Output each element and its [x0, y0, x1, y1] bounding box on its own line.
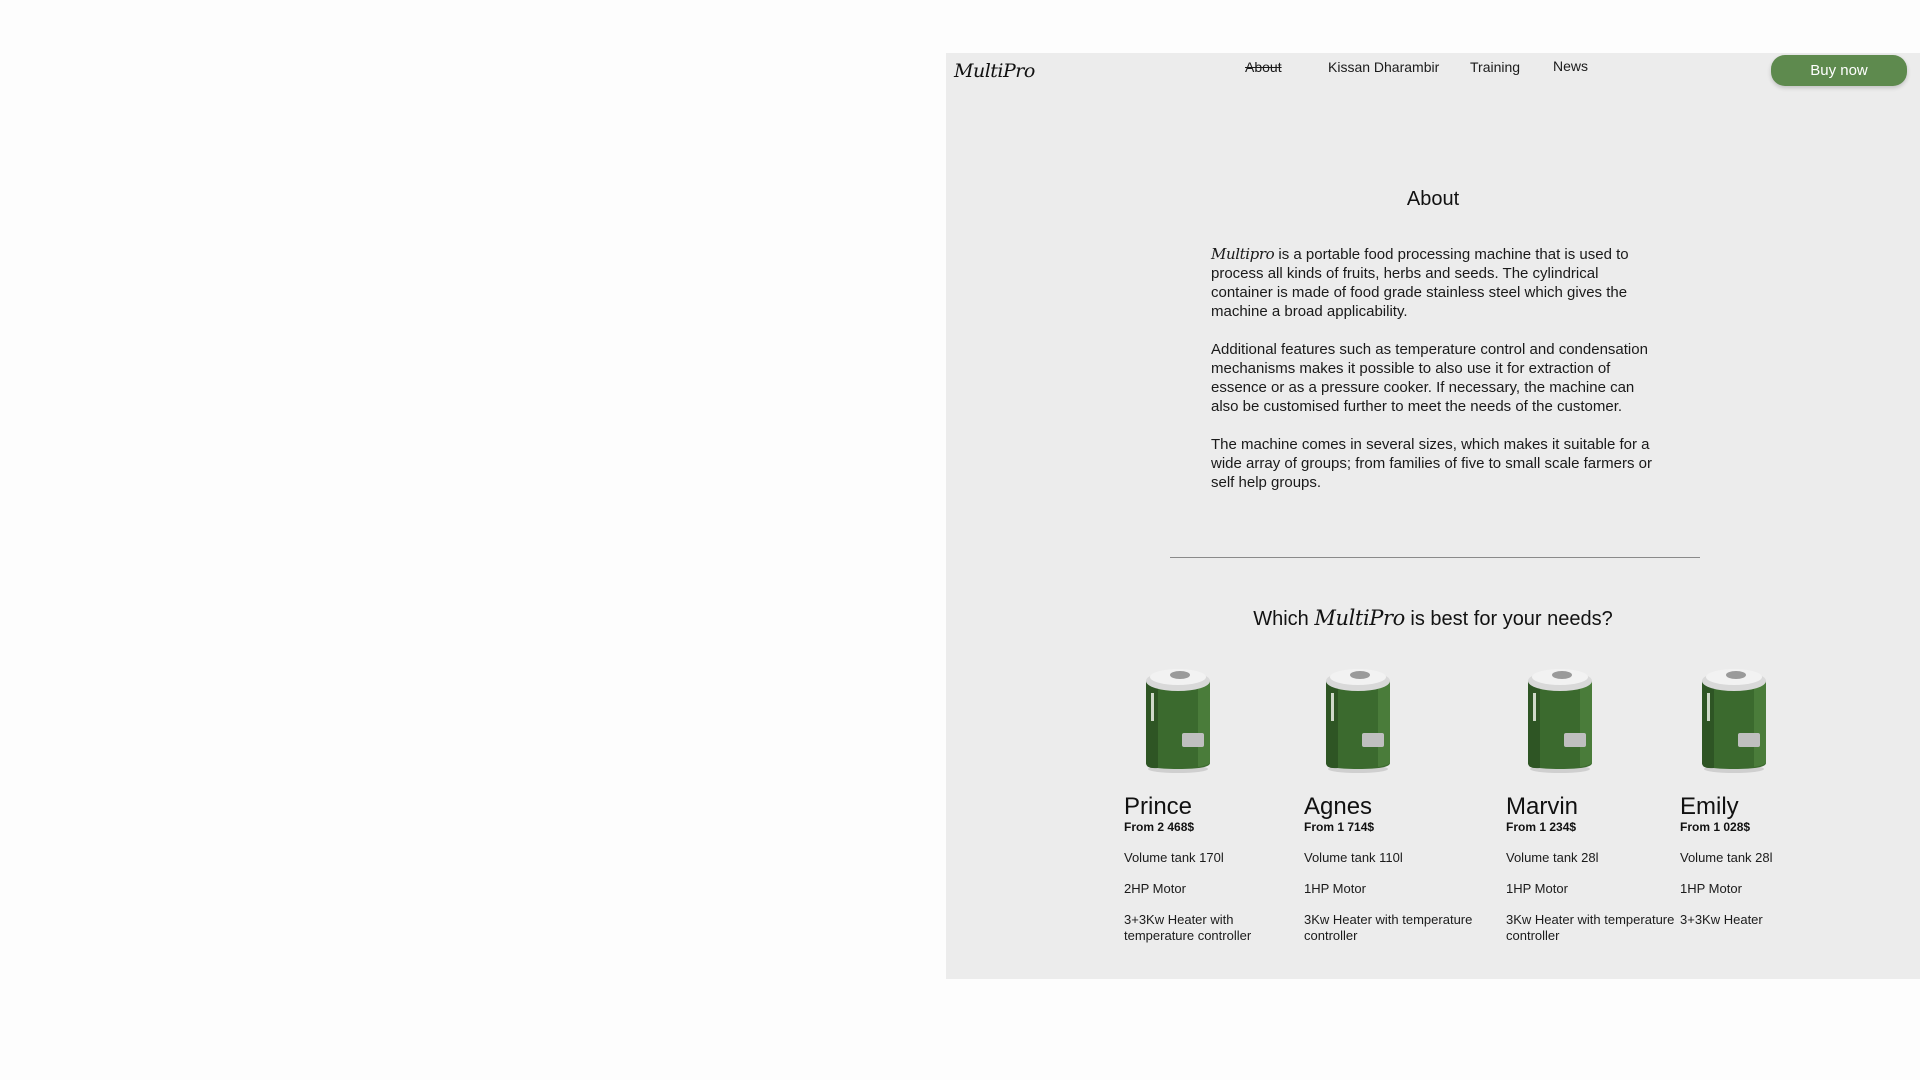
product-spec-motor: 2HP Motor	[1124, 881, 1186, 896]
machine-icon	[1318, 663, 1398, 775]
buy-now-button[interactable]: Buy now	[1771, 55, 1907, 86]
section-divider	[1170, 557, 1700, 558]
which-heading	[946, 606, 1920, 631]
product-price: From 1 234$	[1506, 820, 1577, 834]
which-heading-before: Which	[1253, 608, 1315, 630]
machine-image	[1318, 663, 1398, 775]
product-price: From 1 714$	[1304, 820, 1375, 834]
product-spec-volume: Volume tank 28l	[1506, 850, 1599, 865]
machine-icon	[1694, 663, 1774, 775]
machine-icon	[1138, 663, 1218, 775]
product-spec-motor: 1HP Motor	[1506, 881, 1568, 896]
product-name: Prince	[1124, 793, 1193, 820]
brand-inline: MultiPro	[1314, 606, 1405, 630]
machine-icon	[1520, 663, 1600, 775]
product-card-prince[interactable]	[1124, 663, 1294, 944]
brand-inline: Multipro	[1211, 245, 1275, 263]
product-card-emily[interactable]	[1680, 663, 1850, 928]
product-name: Marvin	[1506, 793, 1579, 820]
machine-image	[1520, 663, 1600, 775]
product-spec-heater: 3+3Kw Heater with temperature controller	[1124, 912, 1252, 943]
product-card-agnes[interactable]	[1304, 663, 1474, 944]
which-heading-after: is best for your needs?	[1404, 608, 1613, 630]
product-price: From 1 028$	[1680, 820, 1751, 834]
product-name: Emily	[1680, 793, 1739, 820]
about-paragraph-1	[1211, 245, 1661, 321]
about-paragraph-3: The machine comes in several sizes, which makes it suitable for a wide array of groups; from families of five to small scale farmers or self help groups.	[1211, 436, 1652, 491]
product-spec-heater: 3Kw Heater with temperature controller	[1506, 912, 1675, 943]
product-name: Agnes	[1304, 793, 1373, 820]
about-heading: About	[1406, 188, 1460, 210]
nav-kissan-dharambir[interactable]: Kissan Dharambir	[1328, 59, 1440, 75]
product-price: From 2 468$	[1124, 820, 1195, 834]
nav-training[interactable]: Training	[1470, 59, 1521, 75]
product-card-marvin[interactable]	[1506, 663, 1676, 944]
product-spec-volume: Volume tank 110l	[1304, 850, 1403, 865]
about-text	[1211, 245, 1661, 511]
machine-image	[1138, 663, 1218, 775]
product-spec-volume: Volume tank 28l	[1680, 850, 1773, 865]
product-spec-motor: 1HP Motor	[1304, 881, 1366, 896]
nav-news[interactable]: News	[1553, 58, 1589, 74]
product-spec-heater: 3Kw Heater with temperature controller	[1304, 912, 1473, 943]
website-frame	[946, 53, 1920, 979]
logo[interactable]: MultiPro	[954, 60, 1035, 82]
product-spec-motor: 1HP Motor	[1680, 881, 1742, 896]
machine-image	[1694, 663, 1774, 775]
about-paragraph-2: Additional features such as temperature control and condensation mechanisms makes it possible to also use it for extraction of essence or as a pressure cooker. If necessary, the machine can also be customised further to meet the needs of the customer.	[1211, 341, 1648, 415]
product-spec-heater: 3+3Kw Heater	[1680, 912, 1763, 927]
about-paragraph-1-text: is a portable food processing machine that is used to process all kinds of fruits, herbs and seeds. The cylindrical container is made of food grade stainless steel which gives the machine a broad applicability.	[1211, 246, 1629, 320]
product-spec-volume: Volume tank 170l	[1124, 850, 1224, 865]
nav-about[interactable]: About	[1245, 59, 1282, 75]
